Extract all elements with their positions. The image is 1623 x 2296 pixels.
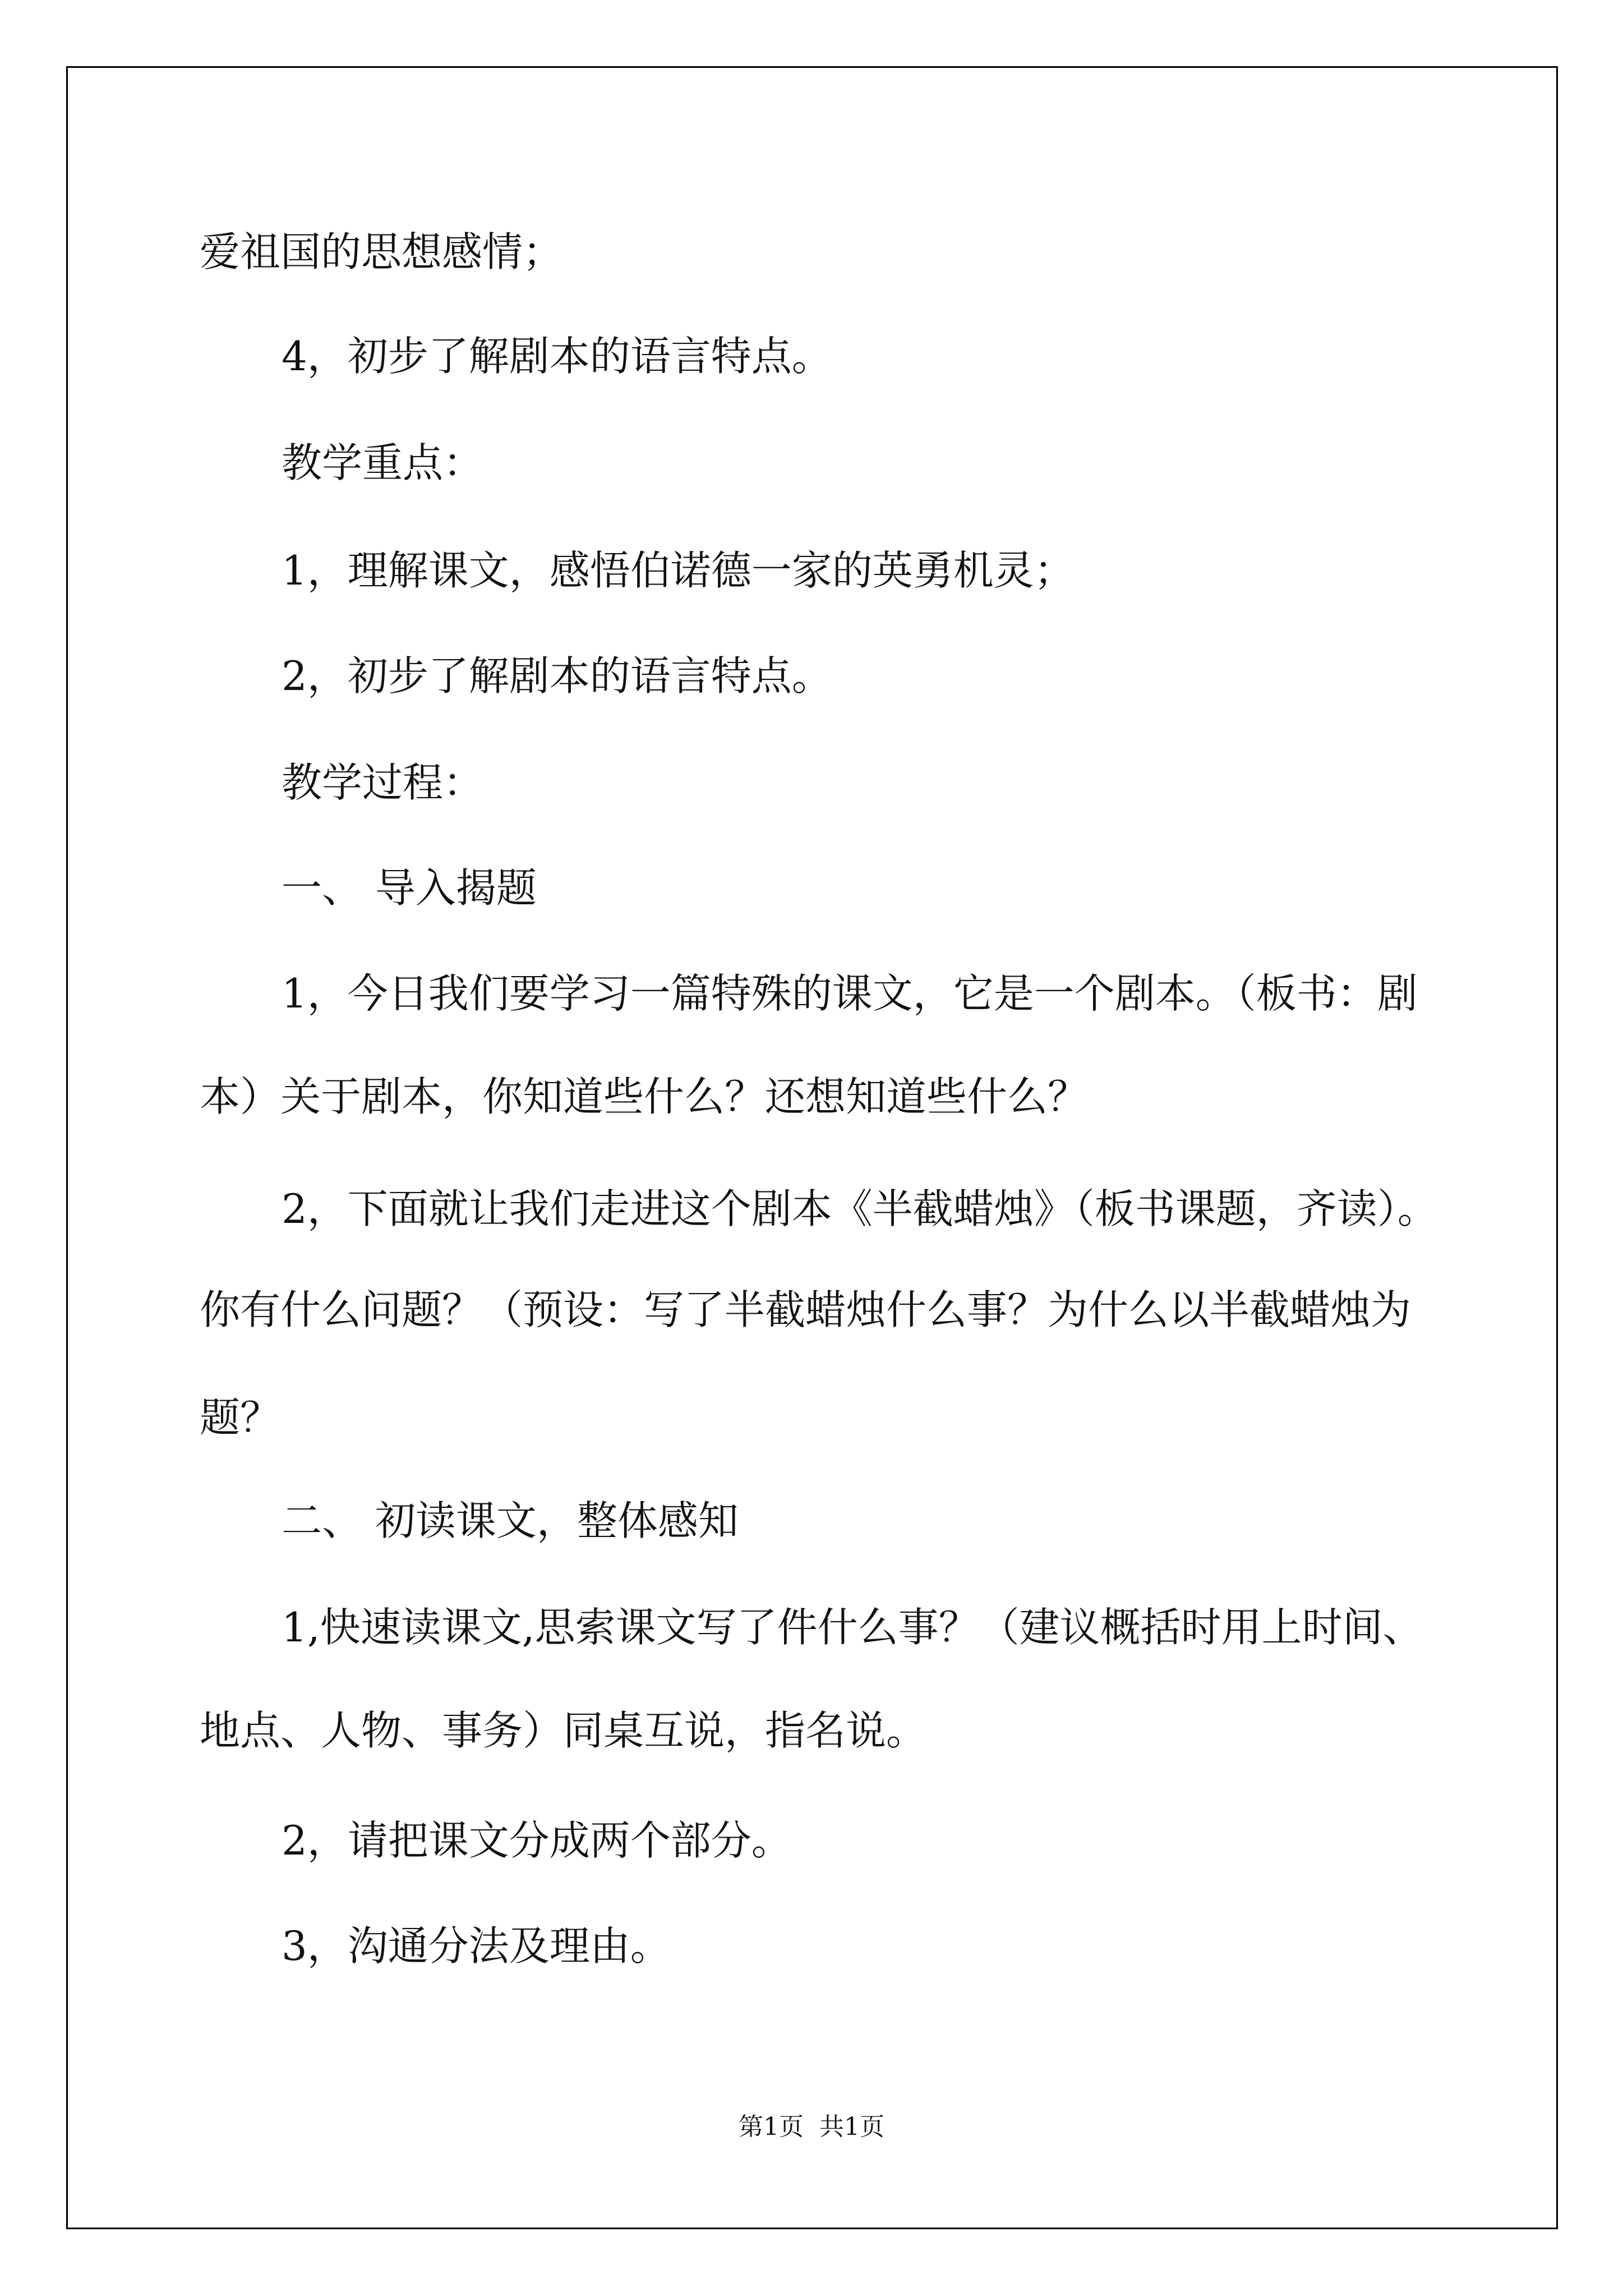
body-line: 教学重点：: [282, 439, 484, 486]
body-line: 本）关于剧本，你知道些什么？还想知道些什么？: [200, 1073, 1089, 1120]
body-line: 2，初步了解剧本的语言特点。: [282, 652, 832, 700]
section-heading: 一、 导入揭题: [282, 864, 537, 912]
body-line: 你有什么问题？（预设：写了半截蜡烛什么事？为什么以半截蜡烛为: [200, 1286, 1412, 1333]
body-line: 2，请把课文分成两个部分。: [282, 1817, 792, 1864]
page-border: [66, 66, 1558, 2229]
body-line: 爱祖国的思想感情；: [200, 228, 564, 275]
body-line: 题？: [200, 1394, 281, 1441]
body-line: 1，今日我们要学习一篇特殊的课文，它是一个剧本。（板书：剧: [282, 970, 1418, 1017]
body-line: 地点、人物、事务）同桌互说，指名说。: [200, 1707, 927, 1754]
body-line: 1,快速读课文,思索课文写了件什么事？（建议概括时用上时间、: [282, 1604, 1423, 1651]
body-line: 4，初步了解剧本的语言特点。: [282, 333, 832, 380]
body-line: 3，沟通分法及理由。: [282, 1922, 671, 1970]
body-line: 1，理解课文，感悟伯诺德一家的英勇机灵；: [282, 547, 1075, 594]
body-line: 2，下面就让我们走进这个剧本《半截蜡烛》（板书课题，齐读）。: [282, 1185, 1438, 1232]
body-line: 教学过程：: [282, 759, 484, 806]
page-number: 第1页 共1页: [739, 2113, 884, 2141]
section-heading: 二、 初读课文，整体感知: [282, 1497, 739, 1544]
